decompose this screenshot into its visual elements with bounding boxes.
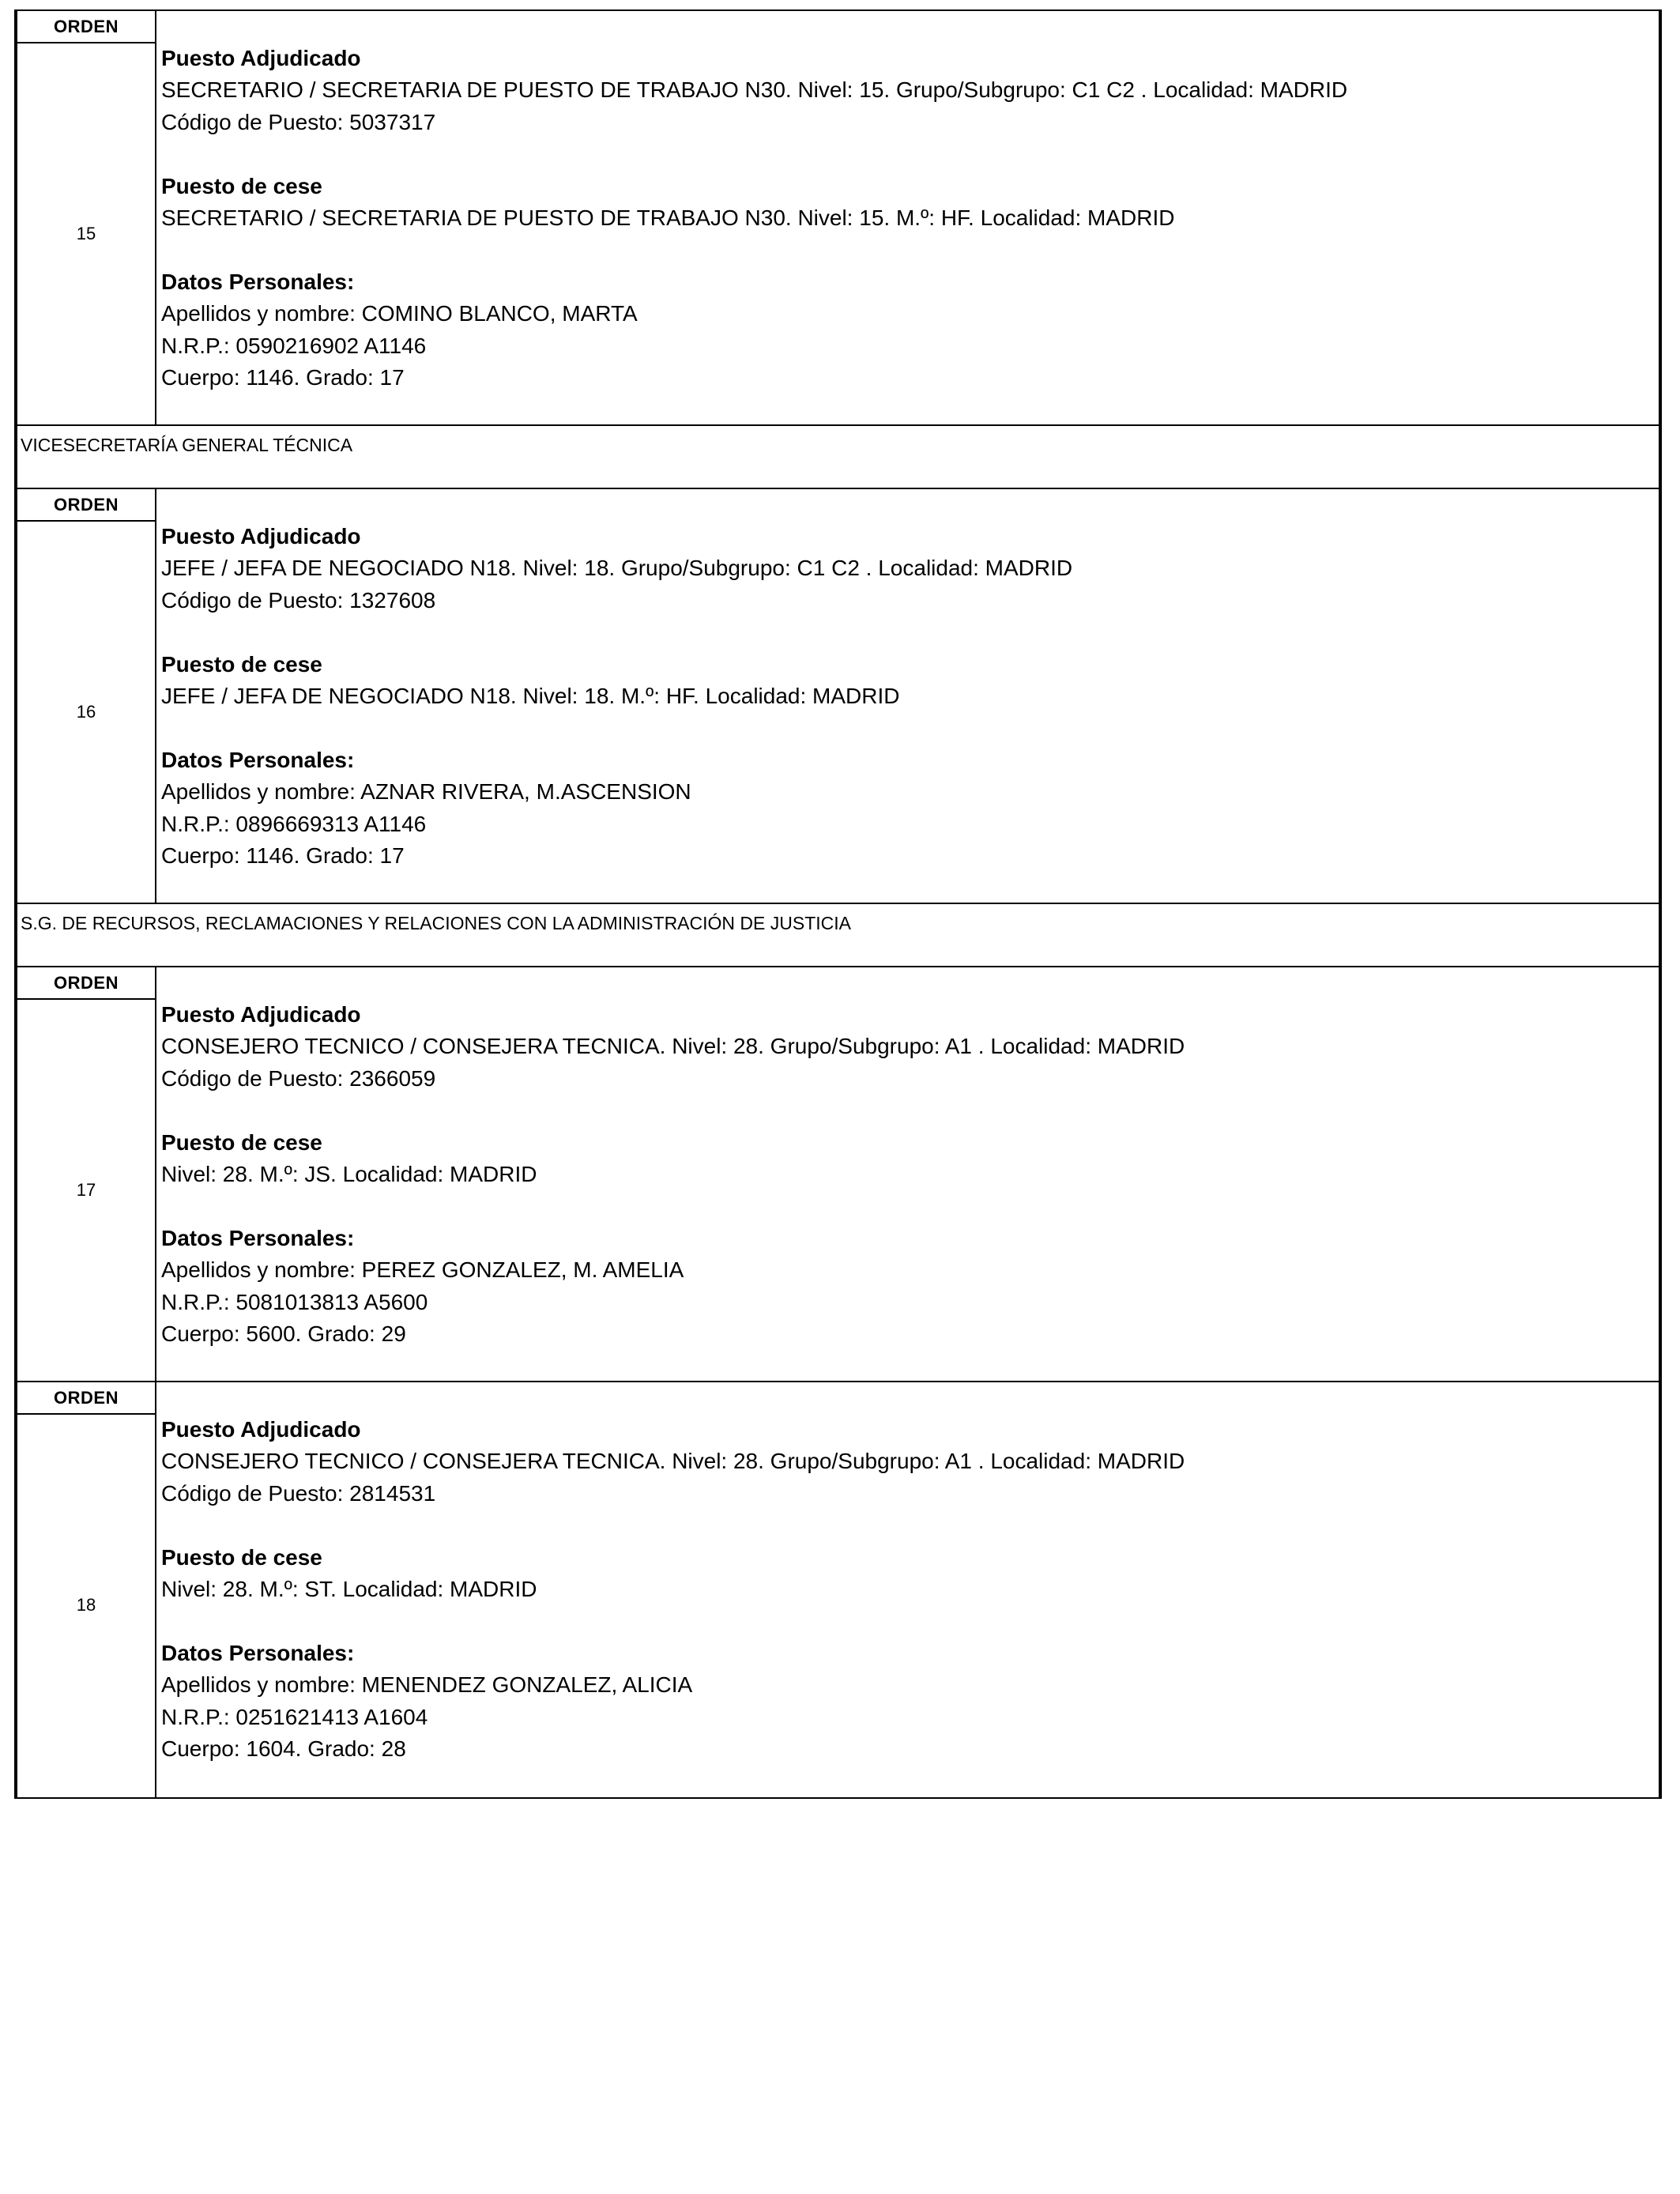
codigo-puesto: Código de Puesto: 1327608: [161, 587, 436, 613]
entry-content: [161, 521, 1651, 872]
adjudicado-description: JEFE / JEFA DE NEGOCIADO N18. Nivel: 18. Grupo/Subgrupo: C1 C2 . Localidad: MADRID: [161, 556, 1073, 581]
cese-heading: Puesto de cese: [161, 1129, 322, 1155]
orden-header: ORDEN: [17, 489, 155, 522]
datos-heading: Datos Personales:: [161, 1640, 355, 1665]
datos-heading: Datos Personales:: [161, 747, 355, 772]
cuerpo-grado: Cuerpo: 5600. Grado: 29: [161, 1321, 406, 1346]
cuerpo-grado: Cuerpo: 1604. Grado: 28: [161, 1736, 406, 1761]
entry-content: [161, 1414, 1651, 1765]
apellidos-nombre: Apellidos y nombre: COMINO BLANCO, MARTA: [161, 301, 638, 326]
orden-column: [17, 11, 156, 424]
orden-number: 18: [76, 1595, 96, 1615]
entry-17: [17, 967, 1659, 1382]
orden-column: [17, 489, 156, 903]
adjudicado-description: CONSEJERO TECNICO / CONSEJERA TECNICA. Nivel: 28. Grupo/Subgrupo: A1 . Localidad: MADRID: [161, 1034, 1185, 1059]
orden-header: ORDEN: [17, 1382, 155, 1415]
orden-header: ORDEN: [17, 967, 155, 1000]
orden-number: 15: [76, 224, 96, 243]
codigo-puesto: Código de Puesto: 2366059: [161, 1065, 436, 1091]
apellidos-nombre: Apellidos y nombre: AZNAR RIVERA, M.ASCENSION: [161, 779, 691, 805]
cese-heading: Puesto de cese: [161, 651, 322, 677]
cese-description: Nivel: 28. M.º: ST. Localidad: MADRID: [161, 1576, 537, 1601]
orden-number: 16: [76, 702, 96, 722]
codigo-puesto: Código de Puesto: 5037317: [161, 109, 436, 134]
orden-number: 17: [76, 1180, 96, 1200]
adjudicado-heading: Puesto Adjudicado: [161, 1417, 361, 1442]
nrp: N.R.P.: 0590216902 A1146: [161, 333, 427, 358]
cese-description: JEFE / JEFA DE NEGOCIADO N18. Nivel: 18. M.º: HF. Localidad: MADRID: [161, 683, 900, 708]
codigo-puesto: Código de Puesto: 2814531: [161, 1480, 436, 1506]
nrp: N.R.P.: 5081013813 A5600: [161, 1289, 428, 1314]
entry-content: [161, 999, 1651, 1350]
cuerpo-grado: Cuerpo: 1146. Grado: 17: [161, 364, 405, 390]
entry-16: [17, 489, 1659, 904]
datos-heading: Datos Personales:: [161, 1225, 355, 1250]
orden-column: [17, 1382, 156, 1797]
orden-column: [17, 967, 156, 1381]
document-table: [14, 9, 1662, 1799]
entry-18: [17, 1382, 1659, 1797]
adjudicado-description: SECRETARIO / SECRETARIA DE PUESTO DE TRABAJO N30. Nivel: 15. Grupo/Subgrupo: C1 C2 . Localidad: MADRID: [161, 77, 1348, 103]
cese-heading: Puesto de cese: [161, 173, 322, 198]
adjudicado-description: CONSEJERO TECNICO / CONSEJERA TECNICA. Nivel: 28. Grupo/Subgrupo: A1 . Localidad: MADRID: [161, 1449, 1185, 1474]
adjudicado-heading: Puesto Adjudicado: [161, 1002, 361, 1027]
adjudicado-heading: Puesto Adjudicado: [161, 524, 361, 548]
section-heading: S.G. DE RECURSOS, RECLAMACIONES Y RELACIONES CON LA ADMINISTRACIÓN DE JUSTICIA: [17, 904, 1659, 967]
cese-heading: Puesto de cese: [161, 1544, 322, 1570]
section-heading: VICESECRETARÍA GENERAL TÉCNICA: [17, 426, 1659, 489]
orden-header: ORDEN: [17, 11, 155, 43]
nrp: N.R.P.: 0251621413 A1604: [161, 1704, 428, 1729]
entry-15: [17, 11, 1659, 426]
datos-heading: Datos Personales:: [161, 269, 355, 294]
cese-description: Nivel: 28. M.º: JS. Localidad: MADRID: [161, 1161, 537, 1186]
adjudicado-heading: Puesto Adjudicado: [161, 46, 361, 70]
cuerpo-grado: Cuerpo: 1146. Grado: 17: [161, 843, 405, 868]
apellidos-nombre: Apellidos y nombre: PEREZ GONZALEZ, M. AMELIA: [161, 1257, 684, 1283]
cese-description: SECRETARIO / SECRETARIA DE PUESTO DE TRABAJO N30. Nivel: 15. M.º: HF. Localidad: MADRID: [161, 205, 1175, 230]
apellidos-nombre: Apellidos y nombre: MENENDEZ GONZALEZ, ALICIA: [161, 1672, 693, 1698]
nrp: N.R.P.: 0896669313 A1146: [161, 811, 427, 836]
entry-content: [161, 43, 1651, 394]
